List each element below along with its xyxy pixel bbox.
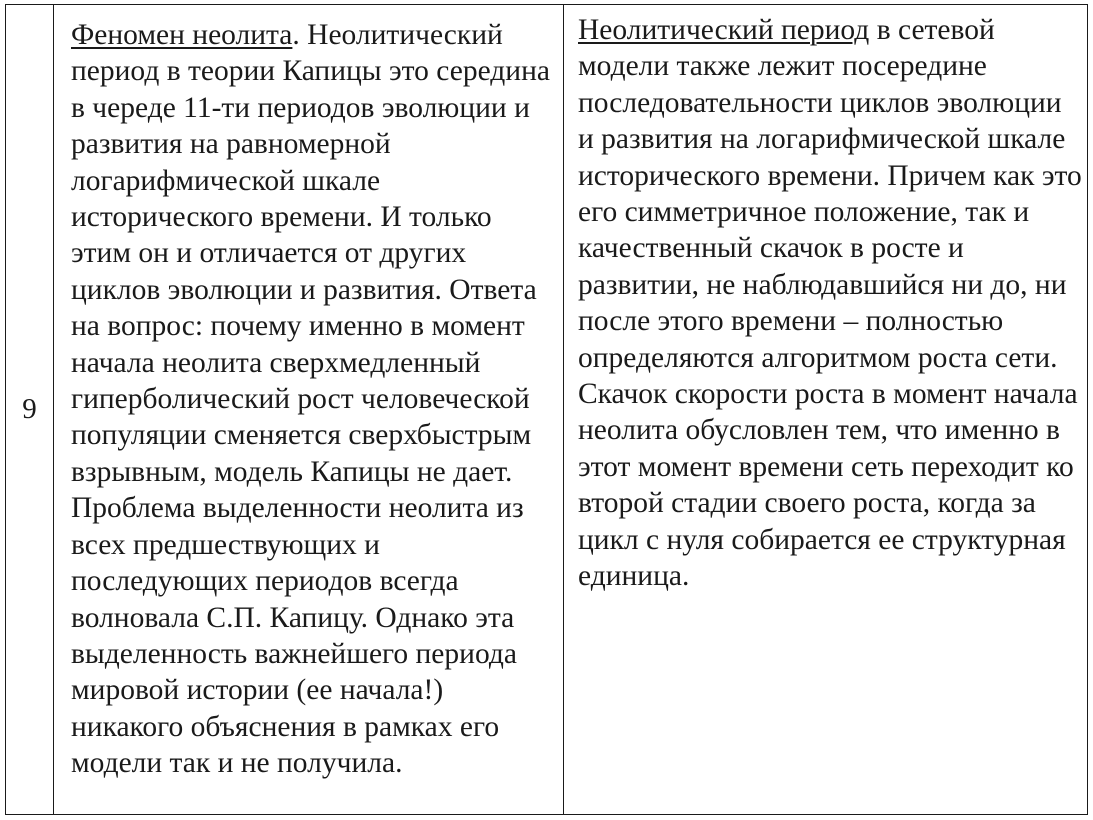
left-heading: Феномен неолита xyxy=(71,19,293,51)
row-number: 9 xyxy=(6,5,54,815)
right-heading: Неолитический период xyxy=(578,14,870,46)
table-row xyxy=(6,5,1088,815)
left-text: . Неолитический период в теории Капицы это середина в череде 11-ти периодов эволюции и развития на равномерной логарифмической шкале исторического времени. И только этим он и отличается от других циклов эволюции и развития. Ответа на вопрос: почему именно в момент начала неолита сверхмедленный гиперболический рост человеческой популяции сменяется сверхбыстрым взрывным, модель Капицы не дает. Проблема выделенности неолита из всех предшествующих и последующих периодов всегда волновала С.П. Капицу. Однако эта выделенность важнейшего периода мировой истории (ее начала!) никакого объяснения в рамках его модели так и не получила. xyxy=(71,19,550,780)
right-cell xyxy=(564,5,1088,815)
right-text: в сетевой модели также лежит посередине последовательности циклов эволюции и развития на логарифмической шкале исторического времени. Причем как это его симметричное положение, так и качественный скачок в росте и развитии, не наблюдавшийся ни до, ни после этого времени – полностью определяются алгоритмом роста сети. Скачок скорости роста в момент начала неолита обусловлен тем, что именно в этот момент времени сеть переходит ко второй стадии своего роста, когда за цикл с нуля собирается ее структурная единица. xyxy=(578,14,1082,593)
left-cell xyxy=(54,5,564,815)
comparison-table xyxy=(5,4,1088,815)
